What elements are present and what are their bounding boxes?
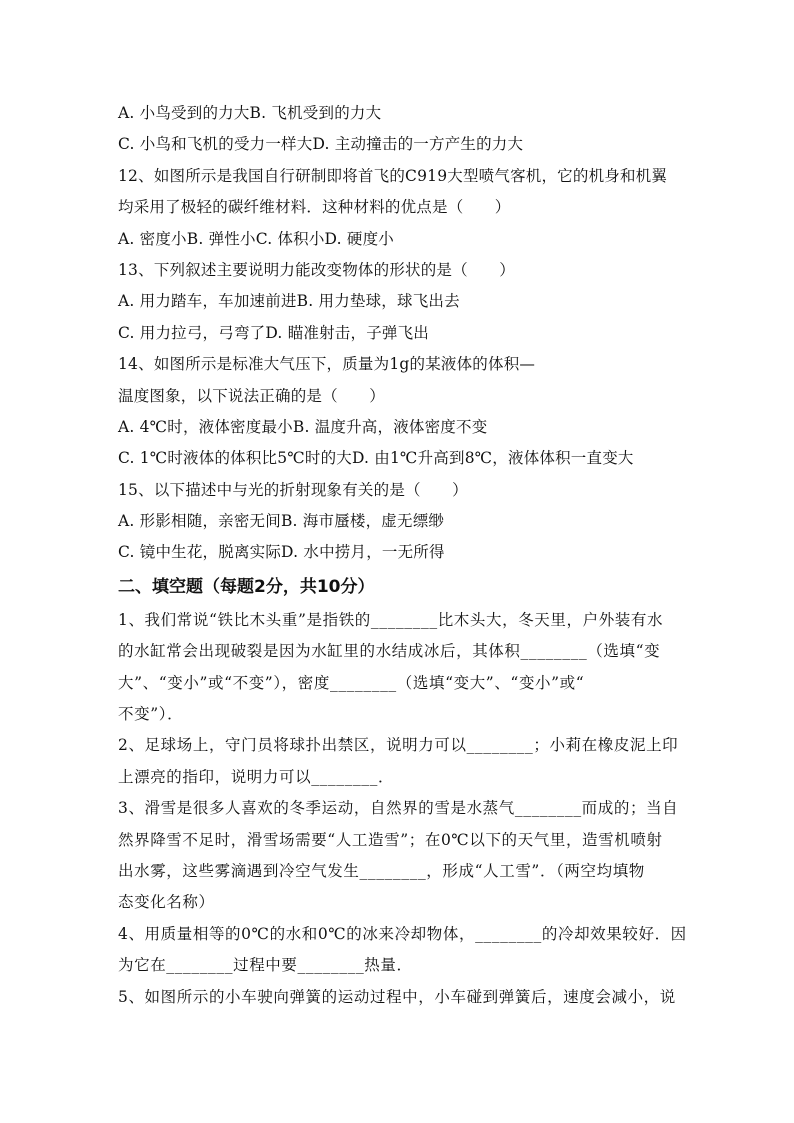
fill-question-line: 态变化名称） bbox=[118, 893, 215, 912]
option-line: C. 镜中生花，脱离实际D. 水中捞月，一无所得 bbox=[118, 543, 445, 562]
fill-question-line: 上漂亮的指印，说明力可以________． bbox=[118, 767, 395, 786]
option-line: A. 密度小B. 弹性小C. 体积小D. 硬度小 bbox=[118, 229, 394, 248]
fill-question-line: 4、用质量相等的0℃的水和0℃的冰来冷却物体，________的冷却效果较好．因 bbox=[118, 924, 687, 943]
option-line: C. 用力拉弓，弓弯了D. 瞄准射击，子弹飞出 bbox=[118, 323, 429, 342]
section-heading: 二、填空题（每题2分，共10分） bbox=[118, 576, 375, 597]
question-14-line: 14、如图所示是标准大气压下，质量为1g的某液体的体积— bbox=[118, 355, 536, 374]
option-line: A. 形影相随，亲密无间B. 海市蜃楼，虚无缥缈 bbox=[118, 512, 445, 531]
option-line: A. 4℃时，液体密度最小B. 温度升高，液体密度不变 bbox=[118, 417, 488, 436]
fill-question-line: 1、我们常说“铁比木头重”是指铁的________比木头大，冬天里，户外装有水 bbox=[118, 610, 664, 629]
option-line: C. 小鸟和飞机的受力一样大D. 主动撞击的一方产生的力大 bbox=[118, 135, 524, 154]
fill-question-line: 5、如图所示的小车驶向弹簧的运动过程中，小车碰到弹簧后，速度会减小，说 bbox=[118, 987, 676, 1006]
fill-question-line: 不变”）． bbox=[118, 705, 184, 724]
fill-question-line: 然界降雪不足时，滑雪场需要“人工造雪”；在0℃以下的天气里，造雪机喷射 bbox=[118, 830, 663, 849]
question-15-line: 15、以下描述中与光的折射现象有关的是（ ） bbox=[118, 480, 468, 499]
question-13-line: 13、下列叙述主要说明力能改变物体的形状的是（ ） bbox=[118, 260, 515, 279]
option-line: A. 用力踏车，车加速前进B. 用力垫球，球飞出去 bbox=[118, 292, 460, 311]
document-page bbox=[118, 98, 687, 1013]
question-12-line: 均采用了极轻的碳纤维材料．这种材料的优点是（ ） bbox=[118, 198, 511, 217]
option-line: C. 1℃时液体的体积比5℃时的大D. 由1℃升高到8℃，液体体积一直变大 bbox=[118, 449, 634, 468]
fill-question-line: 大”、“变小”或“不变”），密度________（选填“变大”、“变小”或“ bbox=[118, 673, 585, 692]
question-14-line: 温度图象，以下说法正确的是（ ） bbox=[118, 386, 385, 405]
option-line: A. 小鸟受到的力大B. 飞机受到的力大 bbox=[118, 104, 382, 122]
fill-question-line: 的水缸常会出现破裂是因为水缸里的水结成冰后，其体积________（选填“变 bbox=[118, 642, 661, 661]
question-12-line: 12、如图所示是我国自行研制即将首飞的C919大型喷气客机，它的机身和机翼 bbox=[118, 166, 668, 185]
fill-question-line: 出水雾，这些雾滴遇到冷空气发生________，形成“人工雪”．（两空均填物 bbox=[118, 861, 645, 880]
fill-question-line: 为它在________过程中要________热量． bbox=[118, 956, 413, 975]
fill-question-line: 3、滑雪是很多人喜欢的冬季运动，自然界的雪是水蒸气________而成的；当自 bbox=[118, 799, 679, 818]
fill-question-line: 2、足球场上，守门员将球扑出禁区，说明力可以________；小莉在橡皮泥上印 bbox=[118, 736, 679, 755]
